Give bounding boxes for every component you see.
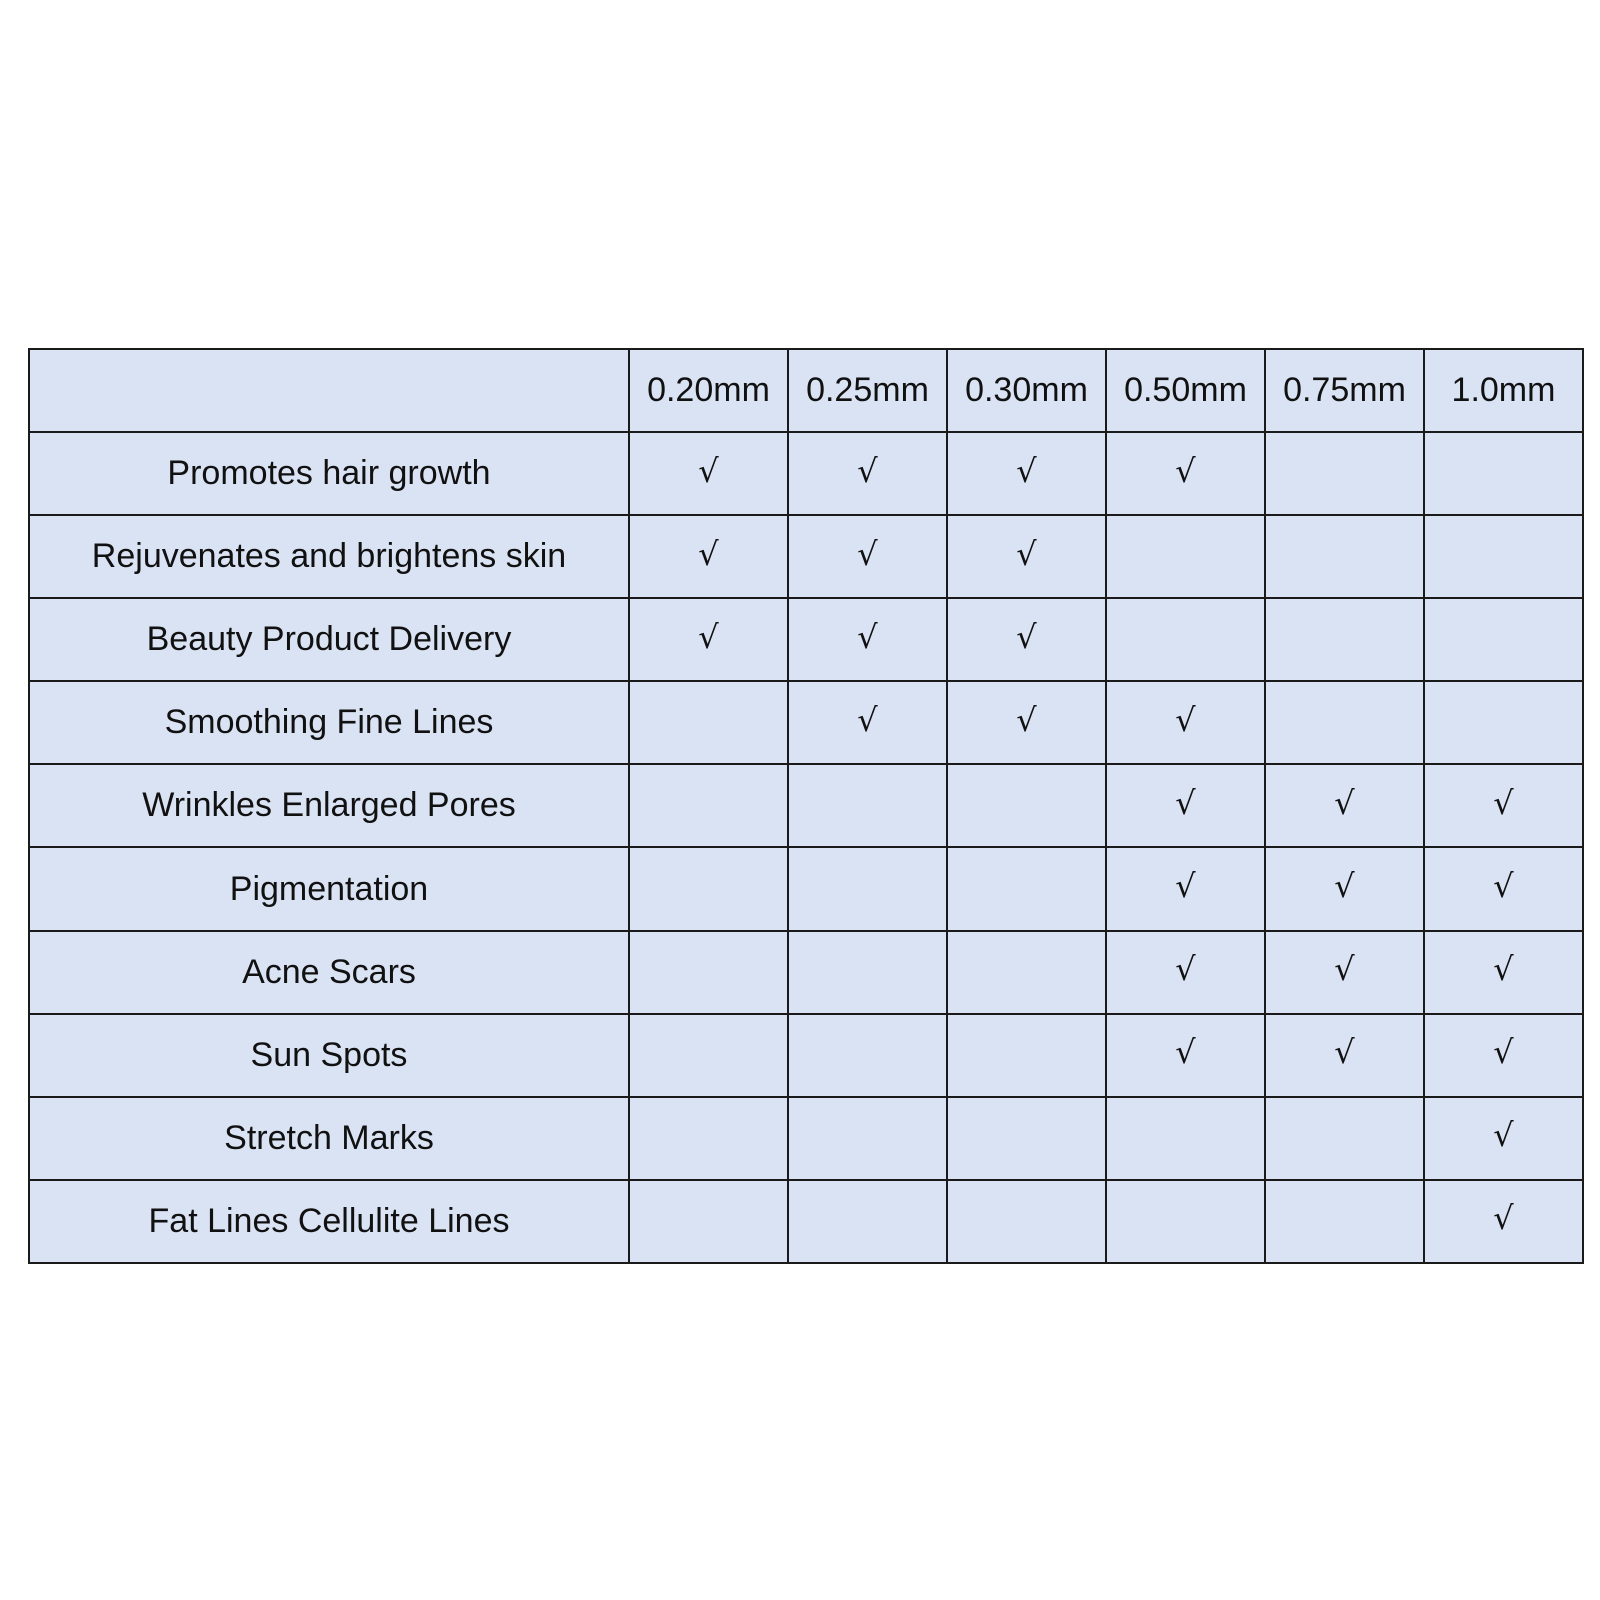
table-cell [1265, 598, 1424, 681]
table-cell [788, 764, 947, 847]
check-mark-icon: √ [1334, 867, 1355, 905]
table-cell [1265, 1180, 1424, 1263]
table-cell [947, 1097, 1106, 1180]
check-mark-icon: √ [857, 534, 878, 573]
check-mark-icon: √ [698, 451, 719, 490]
check-mark-icon: √ [1175, 867, 1196, 905]
needle-size-table [28, 348, 1584, 1264]
table-cell [788, 515, 947, 598]
column-header: 0.20mm [629, 349, 788, 432]
table-row [29, 931, 1583, 1014]
table-cell [629, 1180, 788, 1263]
table-cell [1424, 931, 1583, 1014]
table-cell [629, 432, 788, 515]
check-mark-icon: √ [1016, 451, 1037, 490]
check-mark-icon: √ [698, 617, 719, 656]
check-mark-icon: √ [1334, 1033, 1355, 1072]
check-mark-icon: √ [1493, 867, 1514, 905]
table-cell [1265, 1014, 1424, 1097]
table-cell [629, 598, 788, 681]
check-mark-icon: √ [1493, 1116, 1514, 1155]
check-mark-icon: √ [1175, 783, 1196, 822]
row-label: Beauty Product Delivery [29, 598, 629, 681]
table-cell [947, 847, 1106, 930]
column-header: 0.30mm [947, 349, 1106, 432]
check-mark-icon: √ [1334, 783, 1355, 822]
table-cell [1424, 764, 1583, 847]
table-cell [1265, 515, 1424, 598]
table-row [29, 764, 1583, 847]
check-mark-icon: √ [857, 451, 878, 490]
column-header: 0.75mm [1265, 349, 1424, 432]
row-label: Promotes hair growth [29, 432, 629, 515]
check-mark-icon: √ [1175, 451, 1196, 490]
table-cell [788, 1014, 947, 1097]
table-cell [629, 515, 788, 598]
table-cell [1424, 432, 1583, 515]
table-cell [1265, 1097, 1424, 1180]
table-cell [788, 847, 947, 930]
check-mark-icon: √ [1016, 617, 1037, 656]
row-label: Stretch Marks [29, 1097, 629, 1180]
table-cell [947, 598, 1106, 681]
table-cell [629, 681, 788, 764]
table-cell [788, 598, 947, 681]
table-cell [947, 681, 1106, 764]
table-cell [1106, 931, 1265, 1014]
table-row [29, 847, 1583, 930]
table-cell [629, 1097, 788, 1180]
table-cell [1265, 764, 1424, 847]
corner-cell [29, 349, 629, 432]
table-cell [1106, 1097, 1265, 1180]
table-cell [629, 847, 788, 930]
table-row [29, 681, 1583, 764]
table-cell [788, 1097, 947, 1180]
table-row [29, 598, 1583, 681]
table-cell [1424, 681, 1583, 764]
check-mark-icon: √ [1334, 950, 1355, 989]
table-cell [947, 764, 1106, 847]
column-header: 1.0mm [1424, 349, 1583, 432]
table-cell [629, 931, 788, 1014]
row-label: Pigmentation [29, 847, 629, 930]
table-body [29, 349, 1583, 1263]
row-label: Smoothing Fine Lines [29, 681, 629, 764]
row-label: Rejuvenates and brightens skin [29, 515, 629, 598]
table-cell [1265, 681, 1424, 764]
table-cell [788, 931, 947, 1014]
table-cell [1106, 515, 1265, 598]
table-cell [788, 681, 947, 764]
table-cell [947, 1014, 1106, 1097]
table-row [29, 1097, 1583, 1180]
check-mark-icon: √ [698, 534, 719, 573]
check-mark-icon: √ [1016, 534, 1037, 573]
check-mark-icon: √ [1493, 1033, 1514, 1072]
table-cell [1424, 1180, 1583, 1263]
table-cell [1265, 931, 1424, 1014]
table-cell [1424, 515, 1583, 598]
table-cell [1106, 1014, 1265, 1097]
table-cell [1265, 847, 1424, 930]
check-mark-icon: √ [1493, 783, 1514, 822]
check-mark-icon: √ [1016, 700, 1037, 739]
table-row [29, 432, 1583, 515]
table-cell [1106, 681, 1265, 764]
table-cell [1424, 1097, 1583, 1180]
table-cell [788, 432, 947, 515]
table-cell [1106, 847, 1265, 930]
check-mark-icon: √ [1175, 950, 1196, 989]
check-mark-icon: √ [857, 617, 878, 656]
header-row [29, 349, 1583, 432]
table-row [29, 1014, 1583, 1097]
check-mark-icon: √ [1175, 1033, 1196, 1072]
check-mark-icon: √ [1493, 1199, 1514, 1238]
table-cell [788, 1180, 947, 1263]
table-cell [1106, 432, 1265, 515]
check-mark-icon: √ [1175, 700, 1196, 739]
table-cell [1424, 847, 1583, 930]
check-mark-icon: √ [857, 700, 878, 739]
table-cell [947, 931, 1106, 1014]
table-row [29, 1180, 1583, 1263]
table-cell [1424, 1014, 1583, 1097]
table-cell [1424, 598, 1583, 681]
table-cell [1106, 1180, 1265, 1263]
table-cell [1106, 598, 1265, 681]
row-label: Wrinkles Enlarged Pores [29, 764, 629, 847]
table-cell [629, 1014, 788, 1097]
table-cell [947, 1180, 1106, 1263]
row-label: Fat Lines Cellulite Lines [29, 1180, 629, 1263]
table-cell [947, 515, 1106, 598]
table-row [29, 515, 1583, 598]
table-cell [1265, 432, 1424, 515]
row-label: Acne Scars [29, 931, 629, 1014]
table-cell [629, 764, 788, 847]
row-label: Sun Spots [29, 1014, 629, 1097]
check-mark-icon: √ [1493, 950, 1514, 989]
table-cell [1106, 764, 1265, 847]
table-cell [947, 432, 1106, 515]
column-header: 0.25mm [788, 349, 947, 432]
column-header: 0.50mm [1106, 349, 1265, 432]
